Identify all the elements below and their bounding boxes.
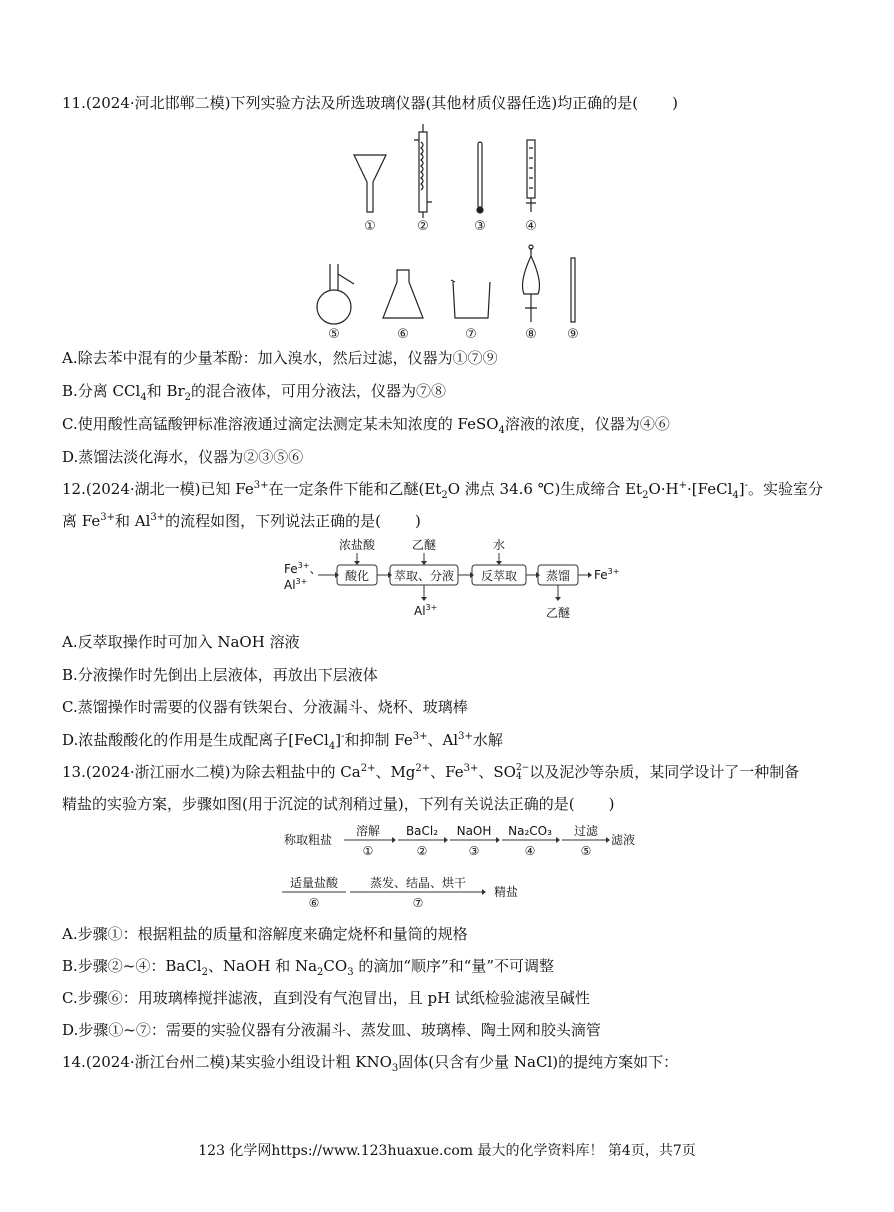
q13-stem-line1: 13.(2024·浙江丽水二模)为除去粗盐中的 $Ca^{2+}$、$Mg^{2+}$、$Fe^{3+}$、SO 2− 4 以及泥沙等杂质，某同学设计了一种制备: [62, 763, 800, 782]
step-extract: 萃取、分液: [393, 569, 455, 583]
label-2: ②: [417, 219, 429, 234]
q12-option-b: B.分液操作时先倒出上层液体，再放出下层液体: [62, 666, 378, 684]
q12-option-a: A.反萃取操作时可加入 NaOH 溶液: [62, 633, 300, 651]
q11-stem: 11.(2024·河北邯郸二模)下列实验方法及所选玻璃仪器(其他材质仪器任选)均正确的是( ): [62, 94, 678, 112]
num-6: ⑥: [308, 896, 320, 910]
num-1: ①: [362, 844, 374, 858]
flow-start: 称取粗盐: [283, 833, 333, 847]
separatory-funnel-icon: [523, 245, 540, 322]
num-2: ②: [416, 844, 428, 858]
op-7: 蒸发、结晶、烘干: [369, 876, 467, 890]
funnel-icon: [354, 155, 386, 212]
output-al: $Al^{3+}$: [414, 603, 438, 618]
label-3: ③: [474, 219, 486, 234]
num-4: ④: [524, 844, 536, 858]
conical-flask-icon: [383, 270, 423, 318]
op-5: 过滤: [573, 824, 599, 838]
q11-option-a: A.除去苯中混有的少量苯酚：加入溴水，然后过滤，仪器为①⑦⑨: [62, 349, 498, 367]
op-3: NaOH: [456, 824, 492, 838]
label-5: ⑤: [328, 327, 340, 342]
q12-stem-line2: 离 $Fe^{3+}$和 $Al^{3+}$的流程如图，下列说法正确的是( ): [62, 512, 421, 530]
num-3: ③: [468, 844, 480, 858]
reagent-water: 水: [492, 538, 506, 552]
q13-flow-diagram: [278, 822, 638, 912]
step-distill: 蒸馏: [545, 569, 571, 583]
label-4: ④: [525, 219, 537, 234]
num-5: ⑤: [580, 844, 592, 858]
q12-option-d: D.浓盐酸酸化的作用是生成配离子[FeCl$_4$]-和抑制 $Fe^{3+}$、$Al^{3+}$水解: [62, 731, 503, 752]
q12-option-c: C.蒸馏操作时需要的仪器有铁架台、分液漏斗、烧杯、玻璃棒: [62, 698, 468, 716]
burette-icon: [526, 140, 536, 212]
q13-option-a: A.步骤①：根据粗盐的质量和溶解度来确定烧杯和量筒的规格: [62, 925, 468, 943]
q12-flow-diagram: [282, 537, 622, 625]
flow-input-al: $Al^{3+}$: [284, 577, 308, 592]
output-ether: 乙醚: [545, 606, 571, 620]
q13-option-c: C.步骤⑥：用玻璃棒搅拌滤液，直到没有气泡冒出，且 pH 试纸检验滤液呈碱性: [62, 989, 590, 1007]
label-6: ⑥: [397, 327, 409, 342]
q13-stem-line2: 精盐的实验方案，步骤如图(用于沉淀的试剂稍过量)，下列有关说法正确的是( ): [62, 795, 615, 813]
condenser-icon: [414, 124, 432, 218]
q14-stem: 14.(2024·浙江台州二模)某实验小组设计粗 $KNO_3$固体(只含有少量 NaCl)的提纯方案如下：: [62, 1053, 679, 1074]
distillation-flask-icon: [317, 264, 354, 324]
label-8: ⑧: [525, 327, 537, 342]
q13-option-d: D.步骤①~⑦：需要的实验仪器有分液漏斗、蒸发皿、玻璃棒、陶土网和胶头滴管: [62, 1021, 601, 1039]
label-1: ①: [364, 219, 376, 234]
glass-rod-icon: [571, 258, 575, 322]
num-7: ⑦: [412, 896, 424, 910]
reagent-hcl: 浓盐酸: [338, 538, 376, 552]
beaker-icon: [451, 280, 490, 318]
op-6: 适量盐酸: [289, 876, 339, 890]
flow-end-salt: 精盐: [493, 885, 519, 899]
q13-option-b: B.步骤②~④：BaCl$_2$、NaOH 和 $Na_2CO_3$ 的滴加“顺序”和“量”不可调整: [62, 957, 555, 978]
q12-stem-line1: 12.(2024·湖北一模)已知 $Fe^{3+}$在一定条件下能和乙醚($Et_2O$ 沸点 34.6 ℃)生成缔合 $Et_2O\cdot H^+\cdot[FeCl_4]^-$。实验室分: [62, 480, 824, 501]
q11-option-b: B.分离 CCl$_4$和 $Br_2$的混合液体，可用分液法，仪器为⑦⑧: [62, 382, 447, 403]
op-2: BaCl₂: [405, 824, 439, 838]
q11-option-c: C.使用酸性高锰酸钾标准溶液通过滴定法测定某未知浓度的 FeSO$_4$溶液的浓度，仪器为④⑥: [62, 415, 670, 436]
step-acidify: 酸化: [344, 569, 370, 583]
op-4: Na₂CO₃: [508, 824, 552, 838]
glassware-figure: [310, 122, 600, 344]
page-footer: 123 化学网https://www.123huaxue.com 最大的化学资料库！ 第4页，共7页: [198, 1143, 696, 1159]
step-back-extract: 反萃取: [480, 569, 518, 583]
reagent-ether: 乙醚: [411, 538, 437, 552]
label-7: ⑦: [465, 327, 477, 342]
op-1: 溶解: [355, 824, 381, 838]
q11-option-d: D.蒸馏法淡化海水，仪器为②③⑤⑥: [62, 448, 304, 466]
flow-end-filtrate: 滤液: [610, 833, 636, 847]
output-fe: $Fe^{3+}$: [594, 567, 620, 582]
thermometer-icon: [477, 142, 483, 213]
label-9: ⑨: [567, 327, 579, 342]
flow-input-fe: $Fe^{3+}$、: [284, 561, 322, 576]
